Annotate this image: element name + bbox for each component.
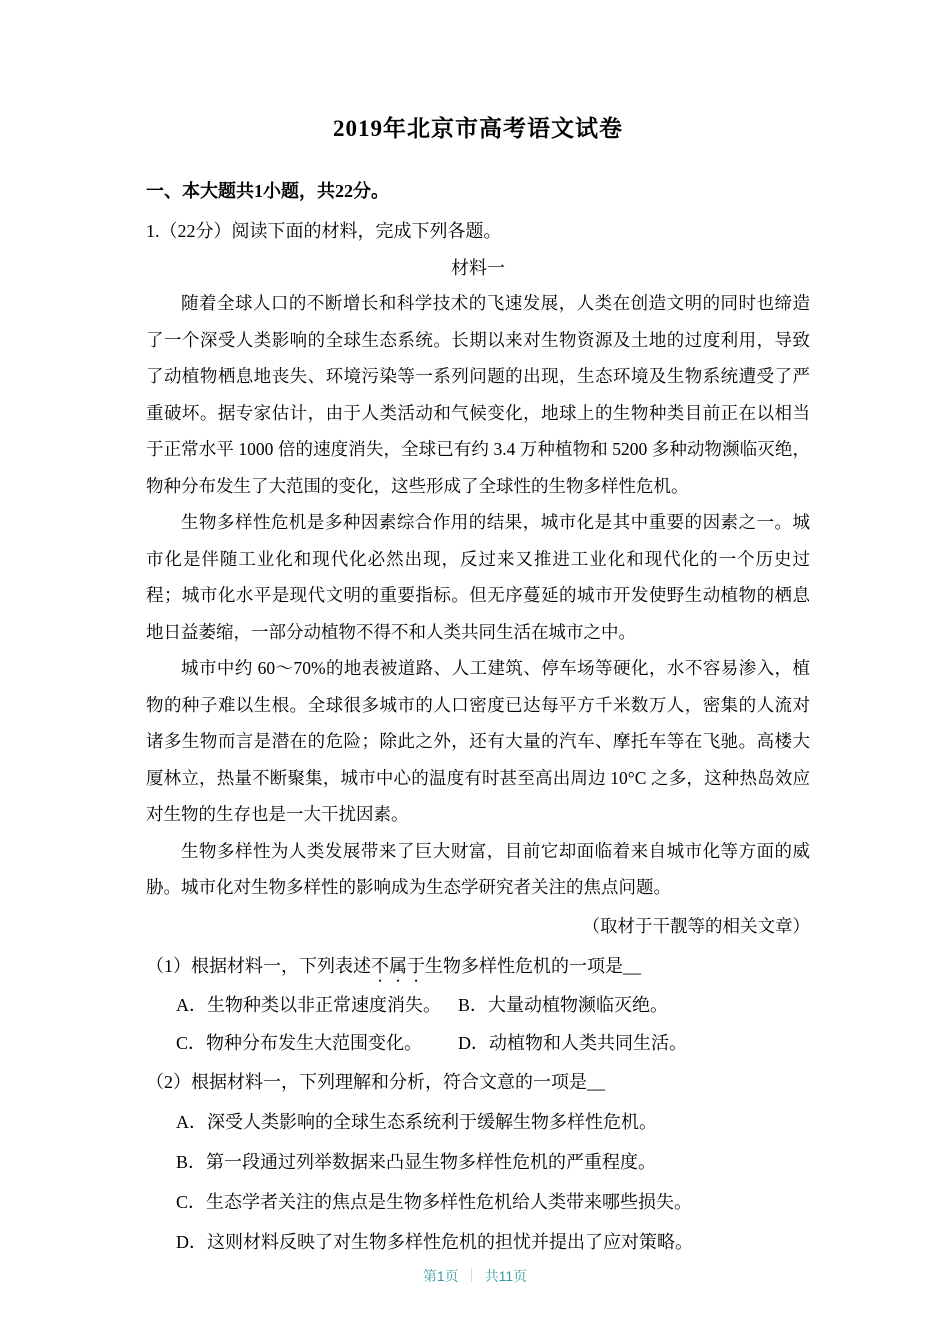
footer-page-number: 第1页 xyxy=(422,1268,459,1284)
question1-option-row-1 xyxy=(146,986,810,1024)
material-paragraph-2: 生物多样性危机是多种因素综合作用的结果，城市化是其中重要的因素之一。城市化是伴随工业化和现代化必然出现，反过来又推进工业化和现代化的一个历史过程；城市化水平是现代文明的重要指标。但无序蔓延的城市开发使野生动植物的栖息地日益萎缩，一部分动植物不得不和人类共同生活在城市之中。 xyxy=(146,512,810,642)
question2-option-a: A．深受人类影响的全球生态系统利于缓解生物多样性危机。 xyxy=(176,1111,657,1132)
material-paragraph-3: 城市中约 60～70%的地表被道路、人工建筑、停车场等硬化，水不容易渗入，植物的种子难以生根。全球很多城市的人口密度已达每平方千米数万人，密集的人流对诸多生物而言是潜在的危险；除此之外，还有大量的汽车、摩托车等在飞驰。高楼大厦林立，热量不断聚集，城市中心的温度有时甚至高出周边 10°C 之多，这种热岛效应对生物的生存也是一大干扰因素。 xyxy=(146,658,810,824)
footer-separator: ｜ xyxy=(464,1268,479,1284)
page-title: 2019年北京市高考语文试卷 xyxy=(333,116,623,141)
question1-stem-suffix: 生物多样性危机的一项是__ xyxy=(425,955,641,976)
question1-stem-emphasis: 不属于 xyxy=(371,955,425,976)
question2-stem: （2）根据材料一，下列理解和分析，符合文意的一项是__ xyxy=(146,1071,605,1092)
section-heading: 一、本大题共1小题，共22分。 xyxy=(146,181,389,201)
question1-option-d: D．动植物和人类共同生活。 xyxy=(458,1032,687,1053)
question1-option-b: B．大量动植物濒临灭绝。 xyxy=(458,994,669,1015)
question2-option-d: D．这则材料反映了对生物多样性危机的担忧并提出了应对策略。 xyxy=(176,1231,693,1252)
footer-total-pages: 共11页 xyxy=(484,1268,528,1284)
material-paragraph-1: 随着全球人口的不断增长和科学技术的飞速发展，人类在创造文明的同时也缔造了一个深受人类影响的全球生态系统。长期以来对生物资源及土地的过度利用，导致了动植物栖息地丧失、环境污染等一系列问题的出现，生态环境及生物系统遭受了严重破坏。据专家估计，由于人类活动和气候变化，地球上的生物种类目前正在以相当于正常水平 1000 倍的速度消失，全球已有约 3.4 万种植物和 5200 多种动物濒临灭绝，物种分布发生了大范围的变化，这些形成了全球性的生物多样性危机。 xyxy=(146,293,810,496)
question2-option-c: C．生态学者关注的焦点是生物多样性危机给人类带来哪些损失。 xyxy=(176,1191,693,1212)
page-footer xyxy=(0,1266,950,1286)
material-paragraph-4: 生物多样性为人类发展带来了巨大财富，目前它却面临着来自城市化等方面的威胁。城市化对生物多样性的影响成为生态学研究者关注的焦点问题。 xyxy=(146,840,810,897)
material-title: 材料一 xyxy=(451,258,505,278)
question1-stem xyxy=(146,946,810,986)
question1-option-c: C．物种分布发生大范围变化。 xyxy=(176,1032,423,1053)
question2-option-b: B．第一段通过列举数据来凸显生物多样性危机的严重程度。 xyxy=(176,1151,657,1172)
question-intro: 1.（22分）阅读下面的材料，完成下列各题。 xyxy=(146,221,502,241)
question1-option-a: A．生物种类以非正常速度消失。 xyxy=(176,994,441,1015)
question1-stem-prefix: （1）根据材料一，下列表述 xyxy=(146,955,371,976)
question1-option-row-2 xyxy=(146,1024,810,1062)
source-note: （取材于干靓等的相关文章） xyxy=(582,915,810,936)
